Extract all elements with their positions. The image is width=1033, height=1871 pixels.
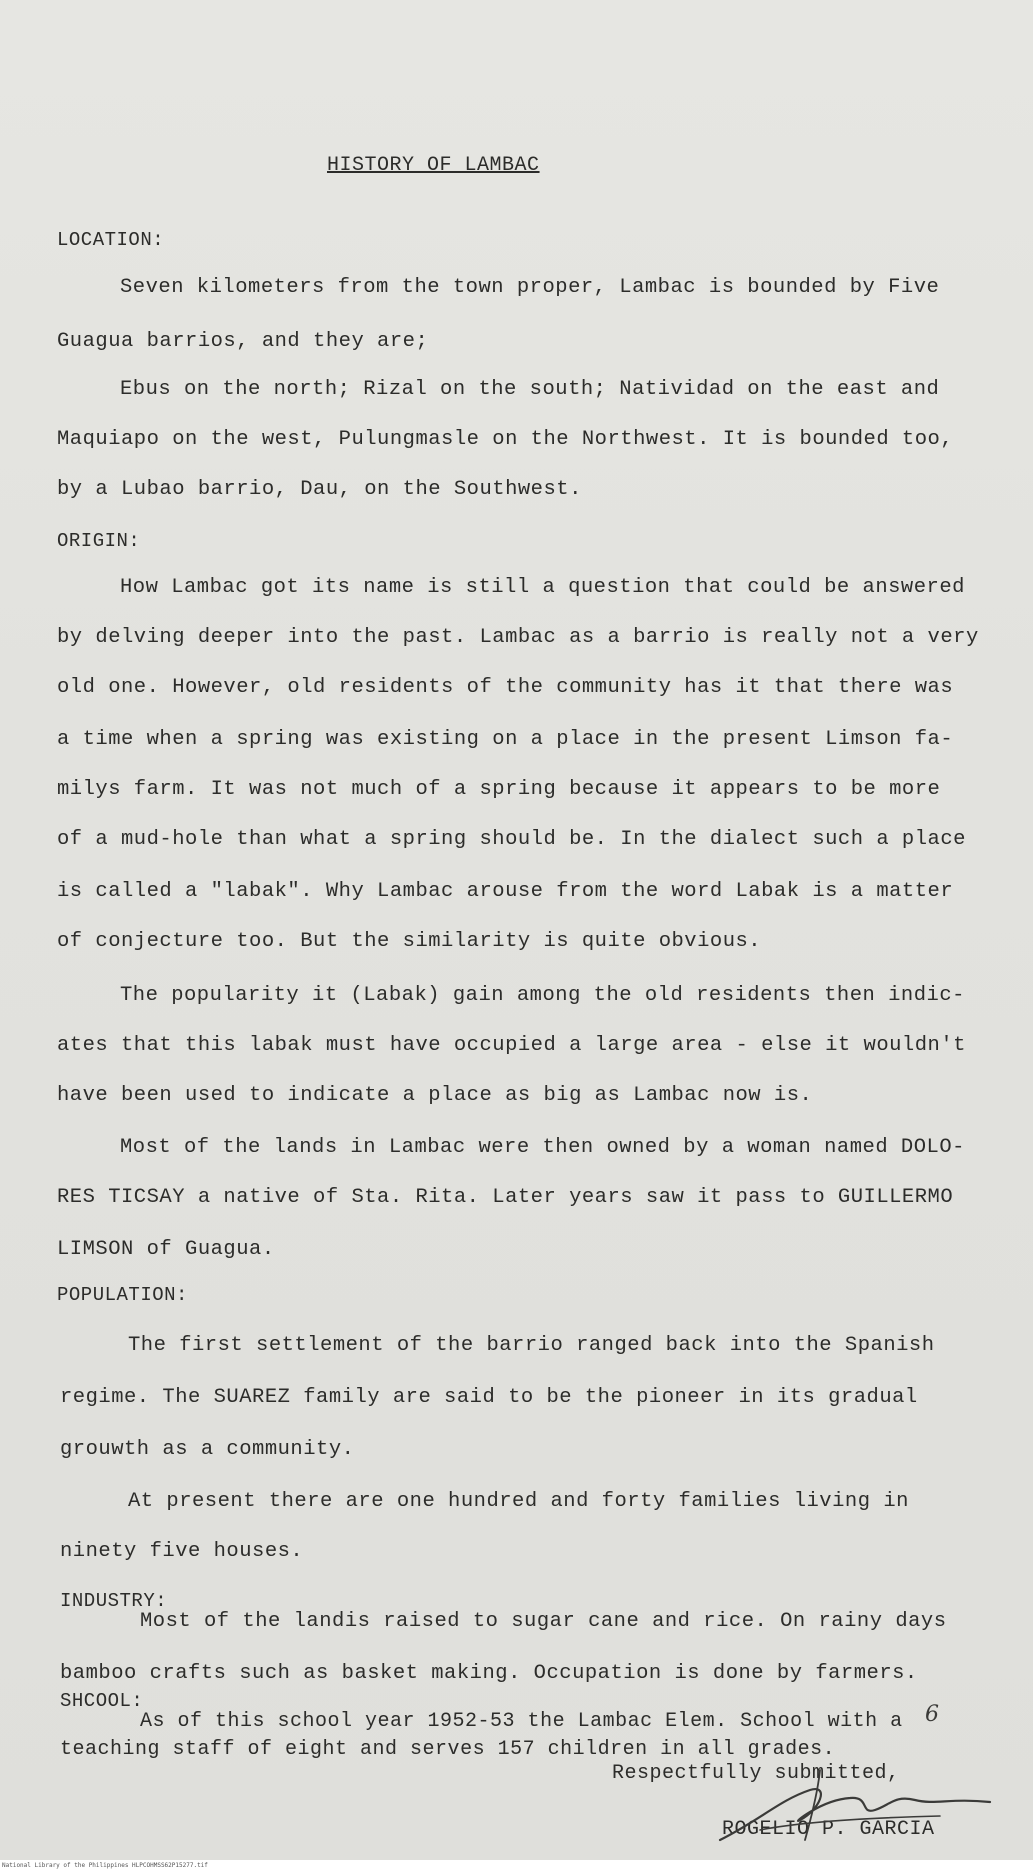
text-line: grouwth as a community. — [60, 1438, 355, 1461]
handwritten-signature — [700, 1760, 1000, 1850]
text-line: Maquiapo on the west, Pulungmasle on the Northwest. It is bounded too, — [57, 428, 954, 451]
text-line: Most of the lands in Lambac were then owned by a woman named DOLO- — [120, 1136, 965, 1159]
text-line: ninety five houses. — [60, 1540, 304, 1563]
heading-population: POPULATION: — [57, 1284, 188, 1306]
text-line: is called a "labak". Why Lambac arouse from the word Labak is a matter — [57, 880, 954, 903]
heading-location: LOCATION: — [57, 229, 165, 251]
text-line: Guagua barrios, and they are; — [57, 330, 429, 353]
text-line: Seven kilometers from the town proper, Lambac is bounded by Five — [120, 276, 940, 299]
text-line: of conjecture too. But the similarity is quite obvious. — [57, 930, 762, 953]
text-line: of a mud-hole than what a spring should be. In the dialect such a place — [57, 828, 966, 851]
closing-line: Respectfully submitted, — [612, 1762, 900, 1785]
text-line: a time when a spring was existing on a place in the present Limson fa- — [57, 728, 954, 751]
text-line: by a Lubao barrio, Dau, on the Southwest. — [57, 478, 582, 501]
text-line: have been used to indicate a place as big as Lambac now is. — [57, 1084, 813, 1107]
text-line: The first settlement of the barrio ranged back into the Spanish — [128, 1334, 935, 1357]
heading-industry: INDUSTRY: — [60, 1590, 168, 1612]
signatory-name: ROGELIO P. GARCIA — [722, 1818, 935, 1841]
document-title: HISTORY OF LAMBAC — [327, 154, 540, 177]
page-mark: 6 — [925, 1702, 939, 1727]
text-line: ates that this labak must have occupied a large area - else it wouldn't — [57, 1034, 966, 1057]
text-line: At present there are one hundred and forty families living in — [128, 1490, 909, 1513]
text-line: Most of the landis raised to sugar cane and rice. On rainy days — [140, 1610, 947, 1633]
text-line: How Lambac got its name is still a question that could be answered — [120, 576, 965, 599]
text-line: by delving deeper into the past. Lambac as a barrio is really not a very — [57, 626, 979, 649]
archive-footer: National Library of the Philippines HLPCOHMSS62P15277.tif — [0, 1860, 1033, 1871]
text-line: teaching staff of eight and serves 157 children in all grades. — [60, 1738, 836, 1761]
text-line: regime. The SUAREZ family are said to be the pioneer in its gradual — [60, 1386, 918, 1409]
heading-origin: ORIGIN: — [57, 530, 141, 552]
text-line: old one. However, old residents of the community has it that there was — [57, 676, 954, 699]
text-line: bamboo crafts such as basket making. Occupation is done by farmers. — [60, 1662, 918, 1685]
text-line: The popularity it (Labak) gain among the old residents then indic- — [120, 984, 965, 1007]
text-line: Ebus on the north; Rizal on the south; Natividad on the east and — [120, 378, 940, 401]
text-line: LIMSON of Guagua. — [57, 1238, 275, 1261]
heading-school: SHCOOL: — [60, 1690, 144, 1712]
text-line: As of this school year 1952-53 the Lambac Elem. School with a — [140, 1710, 903, 1733]
text-line: RES TICSAY a native of Sta. Rita. Later years saw it pass to GUILLERMO — [57, 1186, 954, 1209]
text-line: milys farm. It was not much of a spring because it appears to be more — [57, 778, 941, 801]
